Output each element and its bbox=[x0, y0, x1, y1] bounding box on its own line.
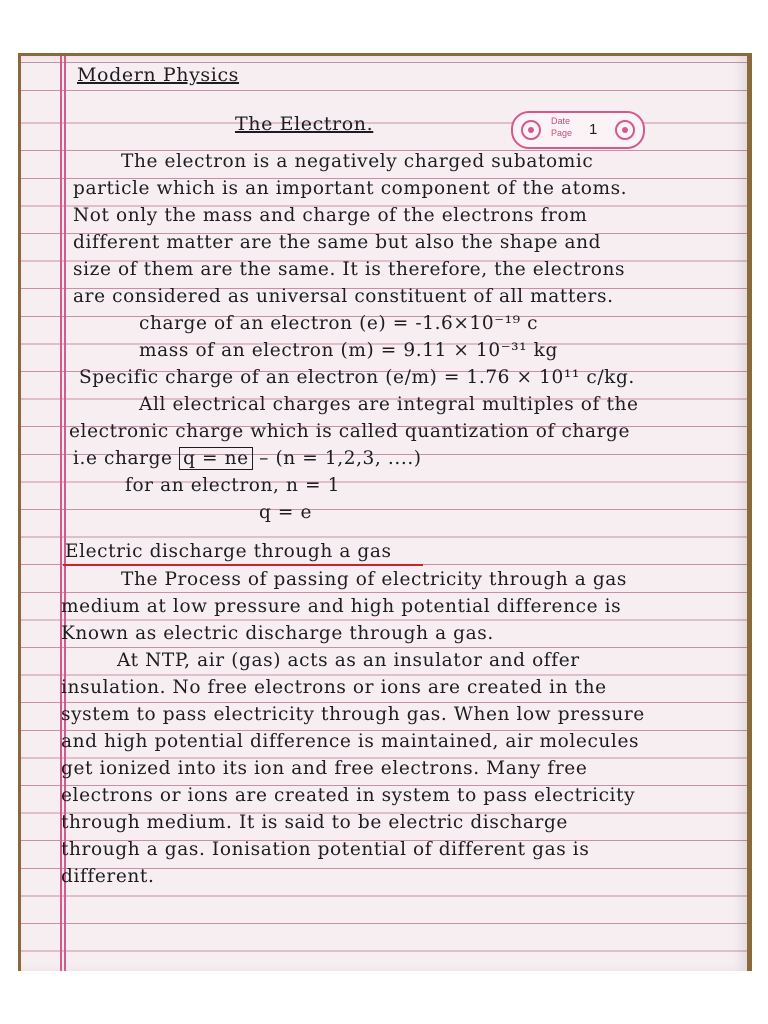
page-number: 1 bbox=[589, 121, 598, 138]
text-line: system to pass electricity through gas. When low pressure bbox=[61, 704, 645, 725]
formula-line: q = e bbox=[259, 502, 313, 523]
chapter-title: Modern Physics bbox=[77, 64, 240, 86]
quantization-formula: q = ne bbox=[179, 447, 253, 470]
text-line: All electrical charges are integral multiples of the bbox=[139, 394, 639, 415]
text-line: The Process of passing of electricity through a gas bbox=[121, 569, 628, 590]
text-line: electronic charge which is called quantization of charge bbox=[69, 421, 631, 442]
text-line: different. bbox=[61, 866, 155, 887]
subheading: Electric discharge through a gas bbox=[65, 541, 392, 562]
formula-line: Specific charge of an electron (e/m) = 1.76 × 10¹¹ c/kg. bbox=[79, 367, 635, 388]
text-line: Not only the mass and charge of the electrons from bbox=[73, 205, 588, 226]
text-line: At NTP, air (gas) acts as an insulator and offer bbox=[117, 650, 580, 671]
margin-line bbox=[60, 56, 62, 971]
margin-line bbox=[64, 56, 66, 971]
formula-line: mass of an electron (m) = 9.11 × 10⁻³¹ kg bbox=[139, 340, 558, 361]
charge-label: i.e charge bbox=[73, 448, 173, 469]
page-label: Page bbox=[551, 128, 573, 138]
text-line: particle which is an important component of the atoms. bbox=[73, 178, 628, 199]
text-line: are considered as universal constituent of all matters. bbox=[73, 286, 614, 307]
subheading-underline bbox=[63, 564, 423, 566]
text-line: The electron is a negatively charged subatomic bbox=[121, 151, 594, 172]
ring-icon bbox=[521, 120, 541, 140]
date-label: Date bbox=[551, 116, 571, 126]
ring-icon bbox=[615, 120, 635, 140]
text-line: get ionized into its ion and free electrons. Many free bbox=[61, 758, 588, 779]
text-line: for an electron, n = 1 bbox=[125, 475, 340, 496]
text-line bbox=[73, 448, 422, 469]
text-line: different matter are the same but also the shape and bbox=[73, 232, 602, 253]
date-page-box bbox=[511, 111, 645, 149]
text-line: size of them are the same. It is therefore, the electrons bbox=[73, 259, 626, 280]
formula-line: charge of an electron (e) = -1.6×10⁻¹⁹ c bbox=[139, 313, 539, 334]
text-line: insulation. No free electrons or ions are created in the bbox=[61, 677, 607, 698]
quantization-condition: – (n = 1,2,3, ....) bbox=[259, 448, 422, 469]
notebook-page bbox=[21, 56, 747, 971]
notebook-photo bbox=[18, 53, 752, 971]
section-title: The Electron. bbox=[235, 113, 374, 135]
text-line: medium at low pressure and high potential difference is bbox=[61, 596, 622, 617]
text-line: and high potential difference is maintained, air molecules bbox=[61, 731, 640, 752]
text-line: through a gas. Ionisation potential of different gas is bbox=[61, 839, 590, 860]
text-line: through medium. It is said to be electric discharge bbox=[61, 812, 568, 833]
text-line: electrons or ions are created in system to pass electricity bbox=[61, 785, 636, 806]
text-line: Known as electric discharge through a gas. bbox=[61, 623, 494, 644]
